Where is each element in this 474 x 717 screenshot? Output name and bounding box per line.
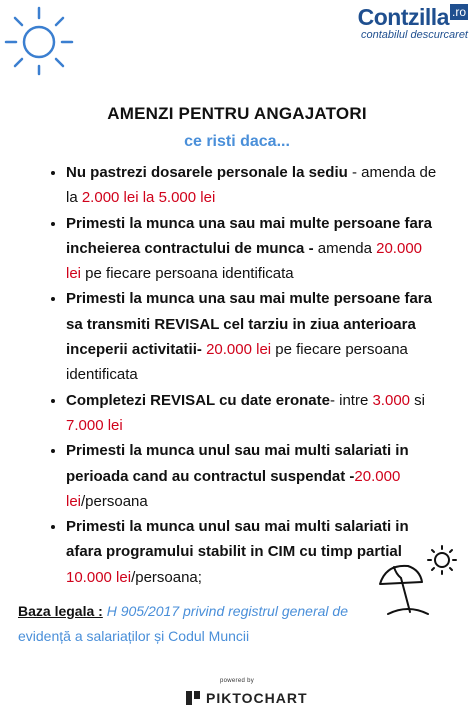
item-fine: 10.000 lei <box>66 568 132 586</box>
item-fine: 2.000 lei la 5.000 lei <box>81 189 216 207</box>
item-heading: Completezi REVISAL cu date eronate <box>66 391 330 409</box>
legal-label: Baza legala : <box>18 603 103 619</box>
item-text: amenda <box>313 239 377 257</box>
piktochart-brand[interactable] <box>184 688 308 708</box>
brand-name: PIKTOCHART <box>206 690 308 706</box>
list-item <box>66 160 438 211</box>
item-text: si <box>410 391 426 409</box>
item-heading: Nu pastrezi dosarele personale la sediu <box>66 164 348 181</box>
legal-basis <box>18 599 398 649</box>
list-item <box>66 286 438 387</box>
item-text: - intre <box>329 391 373 409</box>
legal-text-continued: evidență a salariaților și Codul Muncii <box>18 628 250 644</box>
item-fine: 20.000 lei <box>66 239 423 283</box>
item-fine: 3.000 <box>372 391 411 409</box>
item-heading: Primesti la munca una sau mai multe persoane fara incheierea contractului de munca - <box>66 214 432 257</box>
brand-logo <box>358 4 468 41</box>
item-heading: Primesti la munca una sau mai multe persoane fara sa transmiti REVISAL cel tarziu in ziua anterioara inceperii activitatii- <box>66 290 432 359</box>
item-fine: 20.000 lei <box>66 467 401 510</box>
piktochart-logo-icon <box>184 689 202 707</box>
legal-text: H 905/2017 privind registrul general de <box>102 603 348 619</box>
list-item <box>66 211 438 287</box>
page-subtitle: ce risti daca... <box>184 133 290 150</box>
logo-name: Contzilla <box>357 4 449 30</box>
item-text: /persoana; <box>131 568 202 586</box>
powered-by-label: powered by <box>219 678 255 684</box>
logo-tagline: contabilul descurcaret <box>360 29 468 41</box>
list-item <box>66 388 438 439</box>
logo-tld: .ro <box>451 5 466 19</box>
item-text: pe fiecare persoana identificata <box>81 265 294 283</box>
list-item <box>66 438 438 514</box>
fines-list <box>40 160 438 590</box>
page-title: AMENZI PENTRU ANGAJATORI <box>107 104 367 123</box>
item-heading: Primesti la munca unul sau mai multi salariati in perioada cand au contractul suspendat - <box>66 442 409 485</box>
item-heading: Primesti la munca unul sau mai multi salariati in afara programului stabilit in CIM cu timp partial <box>66 518 409 561</box>
item-text: pe fiecare persoana identificata <box>66 341 408 384</box>
item-fine-max: 7.000 lei <box>66 416 123 434</box>
item-fine: 20.000 lei <box>206 341 272 359</box>
item-text: /persoana <box>81 492 148 510</box>
item-text: - amenda de la <box>66 164 437 207</box>
sun-icon <box>2 2 76 76</box>
